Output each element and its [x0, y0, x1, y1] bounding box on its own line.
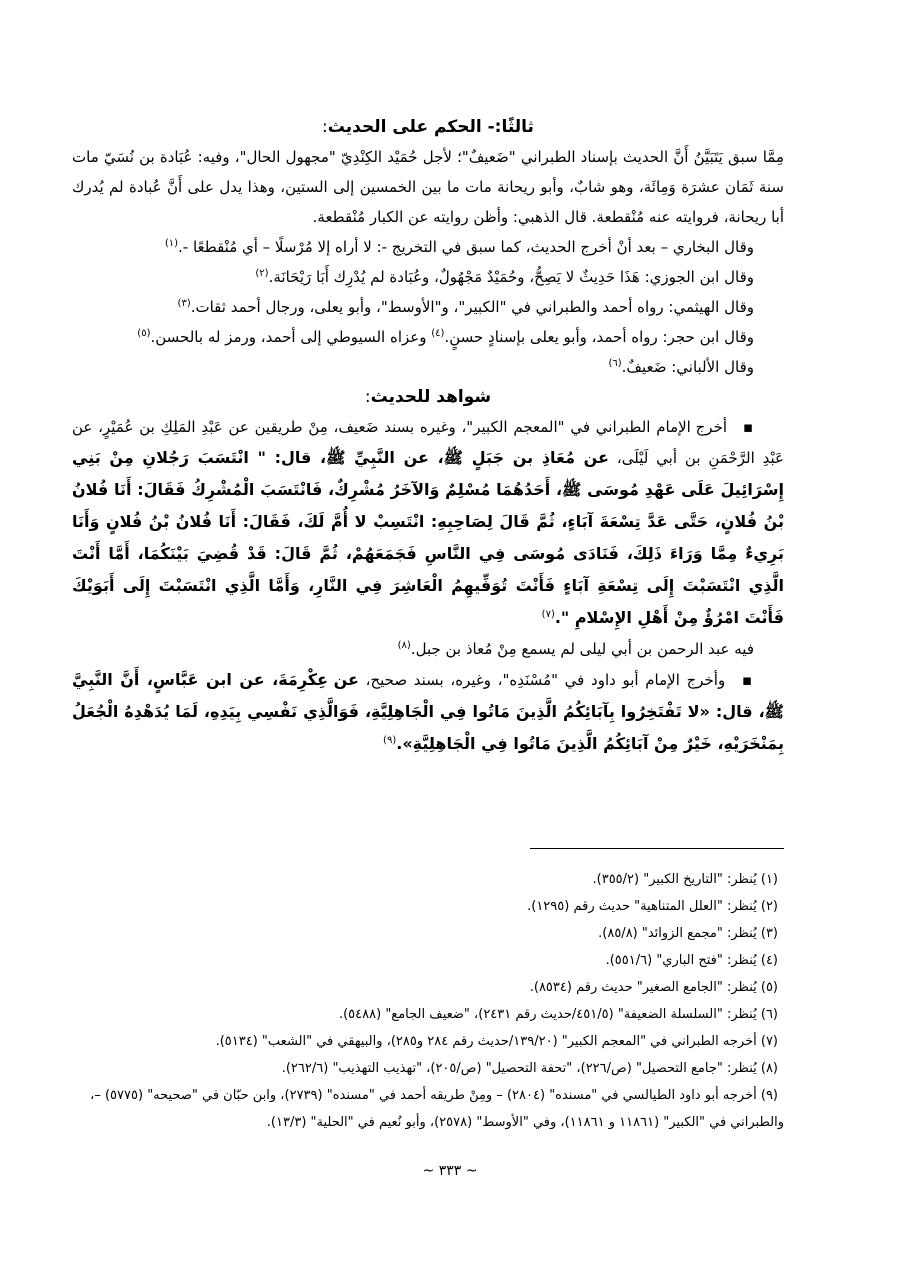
haythami-text: وقال الهيثمي: رواه أحمد والطبراني في "الكبير"، و"الأوسط"، وأبو يعلى، ورجال أحمد ثقات.: [190, 298, 754, 316]
page-number: ~ ٣٣٣ ~: [422, 1163, 478, 1179]
shahid-1-note-text: فيه عبد الرحمن بن أبي ليلى لم يسمع مِنْ مُعاذ بن جبل.: [410, 640, 754, 658]
footnote-2: (٢) يُنظر: "العلل المتناهية" حديث رقم (١٢٩٥).: [527, 899, 778, 914]
footnote-separator: [530, 848, 784, 849]
footnote-9: (٩) أخرجه أبو داود الطيالسي في "مسنده" (٢٨٠٤) – ومِنْ طريقه أحمد في "مسنده" (٢٧٣٩)، وابن حبّان في "صحيحه" (٥٧٧٥) –، والطبراني في "الكبير" (١١٨٦١ و ١١٨٦١)، وفي "الأوسط" (٢٥٧٨)، وأبو نُعيم في "الحلية" (١٣/٣).: [90, 1088, 784, 1130]
heading-ordinal: ثالثًا: [501, 117, 534, 137]
footnote-1: (١) يُنظر: "التاريخ الكبير" (٣٥٥/٢).: [592, 872, 778, 887]
ibn-jawzi-quote: [72, 262, 784, 292]
albani-quote: [72, 352, 784, 382]
ruling-paragraph: مِمَّا سبق يَتَبَيَّنُ أَنَّ الحديث بإسناد الطبراني "ضَعيفٌ"؛ لأجل حُمَيْد الكِنْدِيّ "مجهول الحال"، وفيه: عُبَادة بن نُسَيّ مات سنة ثَمَان عشرَة وَمِائَة، وهو شابٌ، وأبو ريحانة مات ما بين الخمسين إلى الستين، وهذا يدل على أَنَّ عُبادة لم يُدرك أبا ريحانة، فروايته عنه مُنْقطعة. قال الذهبي: وأظن روايته عن الكبار مُنْقطعة.: [72, 148, 784, 226]
suyuti-text: وعزاه السيوطي إلى أحمد، ورمز له بالحسن.: [150, 328, 432, 346]
footnote-6: (٦) يُنظر: "السلسلة الضعيفة" (٤٥١/٥/حديث رقم ٢٤٣١)، "ضعيف الجامع" (٥٤٨٨).: [338, 1007, 778, 1022]
shawahid-colon: :: [364, 387, 371, 407]
footnote-ref-2[interactable]: (٢): [255, 268, 269, 279]
heading-colon: :: [322, 117, 328, 137]
footnote-ref-1[interactable]: (١): [164, 238, 179, 249]
footnote-5: (٥) يُنظر: "الجامع الصغير" حديث رقم (٨٥٣٤).: [529, 980, 778, 995]
footnotes: [72, 866, 784, 1136]
shahid-2-intro: وأخرج الإمام أبو داود في "مُسْنَدِه"، وغيره، بسند صحيح،: [358, 671, 726, 689]
footnote-4: (٤) يُنظر: "فتح الباري" (٥٥١/٦).: [605, 953, 778, 968]
haythami-quote: [72, 292, 784, 322]
footnote-7: (٧) أخرجه الطبراني في "المعجم الكبير" (١٣٩/٢٠/حديث رقم ٢٨٤ و٢٨٥)، والبيهقي في "الشعب" (٥١٣٤).: [215, 1034, 778, 1049]
heading-title: :- الحكم على الحديث: [327, 117, 502, 137]
footnote-ref-6[interactable]: (٦): [608, 358, 622, 369]
shahid-1-hadith: عن مُعَاذِ بن جَبَلٍ ﷺ، عن النَّبِيِّ ﷺ، قال: " انْتَسَبَ رَجُلانِ مِنْ بَنِي إِسْرَائِيلَ عَلَى عَهْدِ مُوسَى ﷺ، أَحَدُهُمَا مُسْلِمٌ وَالآخَرُ مُشْرِكٌ، فَانْتَسَبَ الْمُشْرِكُ فَقَالَ: أَنَا فُلانُ بْنُ فُلانٍ، حَتَّى عَدَّ تِسْعَةَ آبَاءٍ، ثُمَّ قَالَ لِصَاحِبِهِ: انْتَسِبْ لا أُمَّ لَكَ، فَقَالَ: أَنَا فُلانُ بْنُ فُلانٍ وَأَنَا بَرِيءٌ مِمَّا وَرَاءَ ذَلِكَ، فَنَادَى مُوسَى فِي النَّاسِ فَجَمَعَهُمْ، ثُمَّ قَالَ: قَدْ قُضِيَ بَيْنَكُمَا، أَمَّا أَنْتَ الَّذِي انْتَسَبْتَ إِلَى تِسْعَةِ آبَاءٍ فَأَنْتَ تُوَفِّيهِمُ الْعَاشِرَ فِي النَّارِ، وَأَمَّا الَّذِي انْتَسَبْتَ إِلَى أَبَوَيْكَ فَأَنْتَ امْرُؤٌ مِنْ أَهْلِ الإِسْلامِ ".: [72, 448, 784, 627]
shahid-item-1: [72, 412, 784, 634]
footnote-ref-3[interactable]: (٣): [177, 298, 191, 309]
footnote-ref-5[interactable]: (٥): [137, 328, 151, 339]
albani-text: وقال الألباني: ضَعيفٌ.: [621, 358, 754, 376]
shahid-1-note: [72, 634, 784, 664]
ibn-hajar-text: وقال ابن حجر: رواه أحمد، وأبو يعلى بإسنادٍ حسنٍ.: [444, 328, 754, 346]
footnote-ref-7[interactable]: (٧): [541, 609, 555, 620]
footnote-ref-8[interactable]: (٨): [397, 640, 411, 651]
shahid-item-2: [72, 664, 784, 760]
shahid-2-hadith: عن عِكْرِمَةَ، عن ابن عَبَّاسٍ، أَنَّ النَّبِيَّ ﷺ، قال: «لا تَفْتَخِرُوا بِآبَائِكُمُ الَّذِينَ مَاتُوا فِي الْجَاهِلِيَّةِ، فَوَالَّذِي نَفْسِي بِيَدِهِ، لَمَا يُدَهْدِهُ الْجُعَلُ بِمَنْخَرَيْهِ، خَيْرٌ مِنْ آبَائِكُمُ الَّذِينَ مَاتُوا فِي الْجَاهِلِيَّةِ».: [72, 670, 784, 753]
footnote-3: (٣) يُنظر: "مجمع الزوائد" (٨٥/٨).: [598, 926, 778, 941]
section-heading-shawahid: [72, 382, 784, 412]
footnote-8: (٨) يُنظر: "جامع التحصيل" (ص/٢٢٦)، "تحفة التحصيل" (ص/٢٠٥)، "تهذيب التهذيب" (٢٦٢/٦).: [281, 1061, 778, 1076]
ibn-jawzi-text: وقال ابن الجوزي: هَذَا حَدِيثٌ لا يَصِحُّ، وحُمَيْدٌ مَجْهُولٌ، وعُبَادة لم يُدْرِك أَبَا رَيْحَانَة.: [268, 268, 754, 286]
ibn-hajar-quote: [72, 322, 784, 352]
footnote-ref-9[interactable]: (٩): [383, 735, 397, 746]
section-heading-ruling: [72, 112, 784, 142]
bukhari-text: وقال البخاري – بعد أنْ أخرج الحديث، كما سبق في التخريج -: لا أراه إلا مُرْسلًا – أي مُنْقطعًا -.: [178, 238, 754, 256]
shahid-1-intro: أخرج الإمام الطبراني في "المعجم الكبير"، وغيره بسند ضَعيف، مِنْ طريقين عن عَبْدِ المَلِكِ بن عُمَيْرٍ، عن عَبْدِ الرَّحْمَنِ بن أبي لَيْلَى،: [72, 418, 785, 467]
footnote-ref-4[interactable]: (٤): [431, 328, 445, 339]
bukhari-quote: [72, 232, 784, 262]
main-text: [72, 112, 784, 760]
shawahid-title: شواهد للحديث: [370, 387, 492, 407]
